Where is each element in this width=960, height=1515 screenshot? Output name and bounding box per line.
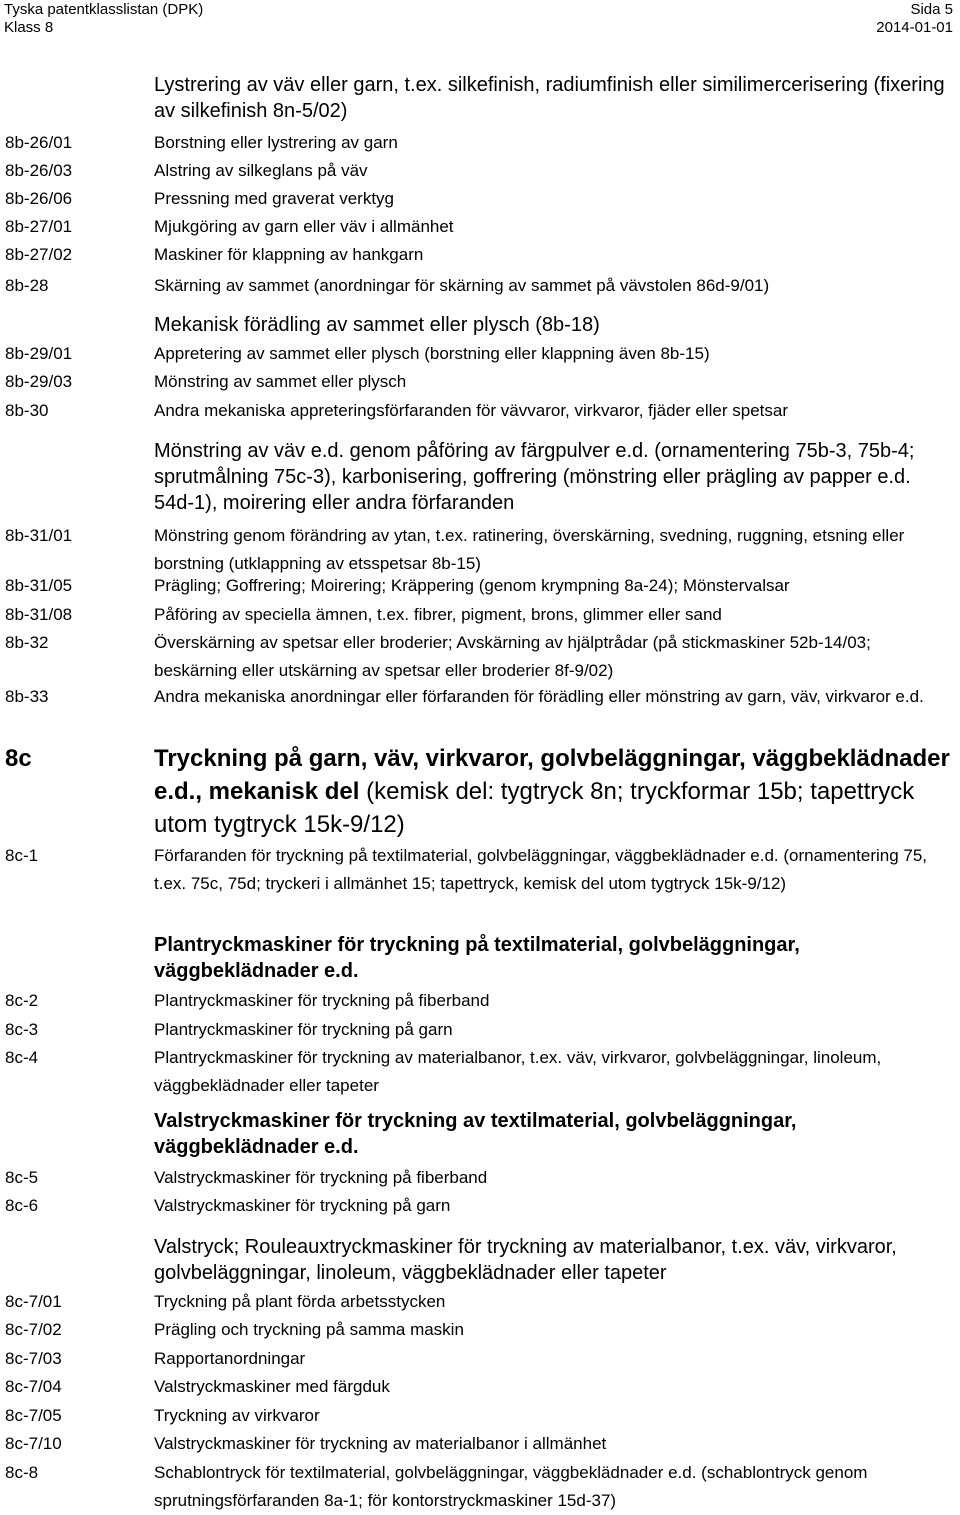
class-description: Valstryckmaskiner för tryckning på fiberband	[154, 1168, 488, 1187]
class-description: Tryckning av virkvaror	[154, 1406, 320, 1425]
class-code: 8c-5	[5, 1168, 39, 1187]
class-code: 8c-7/10	[5, 1434, 62, 1453]
class-description: Borstning eller lystrering av garn	[154, 133, 398, 152]
class-code: 8b-27/01	[5, 217, 73, 236]
class-code: 8b-28	[5, 276, 49, 295]
class-code: 8b-33	[5, 687, 49, 706]
class-description: Pressning med graverat verktyg	[154, 189, 394, 208]
class-description: Överskärning av spetsar eller broderier; Avskärning av hjälptrådar (på stickmaskiner 52b-14/03; beskärning eller utskärning av spetsar eller broderier 8f-9/02)	[154, 633, 871, 680]
class-code: 8c-4	[5, 1048, 39, 1067]
class-label: Klass 8	[4, 19, 54, 36]
class-code: 8c-6	[5, 1196, 39, 1215]
class-heading: Valstryck; Rouleauxtryckmaskiner för tryckning av materialbanor, t.ex. väv, virkvaror, golvbeläggningar, linoleum, väggbeklädnader eller tapeter	[154, 1236, 897, 1284]
main-class-title-note: (kemisk del: tygtryck 8n; tryckformar 15b; tapettryck utom tygtryck 15k-9/12)	[154, 778, 915, 838]
class-description: Rapportanordningar	[154, 1349, 306, 1368]
class-code: 8c-8	[5, 1463, 39, 1482]
class-description: Prägling; Goffrering; Moirering; Kräppering (genom krympning 8a-24); Mönstervalsar	[154, 576, 790, 595]
class-code: 8c-7/05	[5, 1406, 62, 1425]
class-description: Prägling och tryckning på samma maskin	[154, 1320, 464, 1339]
document-date: 2014-01-01	[876, 19, 953, 36]
class-code: 8c-1	[5, 846, 39, 865]
page-number: Sida 5	[910, 1, 953, 18]
class-description: Tryckning på plant förda arbetsstycken	[154, 1292, 446, 1311]
class-code: 8b-32	[5, 633, 49, 652]
class-description: Valstryckmaskiner med färgduk	[154, 1377, 390, 1396]
class-code: 8c-7/01	[5, 1292, 62, 1311]
class-code: 8b-27/02	[5, 245, 73, 264]
class-code: 8b-30	[5, 401, 49, 420]
class-heading: Mönstring av väv e.d. genom påföring av färgpulver e.d. (ornamentering 75b-3, 75b-4; sprutmålning 75c-3), karbonisering, goffrering (mönstring eller prägling av papper e.d. 54d-1), moirering eller andra förfaranden	[154, 440, 915, 514]
class-description: Förfaranden för tryckning på textilmaterial, golvbeläggningar, väggbeklädnader e.d. (ornamentering 75, t.ex. 75c, 75d; tryckeri i allmänhet 15; tapettryck, kemisk del utom tygtryck 15k-9/12)	[154, 846, 928, 893]
main-class-code: 8c	[5, 745, 32, 772]
class-description: Andra mekaniska anordningar eller förfaranden för förädling eller mönstring av garn, väv, virkvaror e.d.	[154, 687, 924, 706]
class-code: 8c-3	[5, 1020, 39, 1039]
main-class-title	[154, 742, 956, 841]
class-code: 8b-29/01	[5, 344, 73, 363]
document-title: Tyska patentklasslistan (DPK)	[4, 1, 204, 18]
class-code: 8c-2	[5, 991, 39, 1010]
class-code: 8b-31/05	[5, 576, 73, 595]
class-description: Andra mekaniska appreteringsförfaranden för vävvaror, virkvaror, fjäder eller spetsar	[154, 401, 789, 420]
class-description: Valstryckmaskiner för tryckning på garn	[154, 1196, 451, 1215]
class-description: Schablontryck för textilmaterial, golvbeläggningar, väggbeklädnader e.d. (schablontryck genom sprutningsförfaranden 8a-1; för kontorstryckmaskiner 15d-37)	[154, 1463, 868, 1510]
class-code: 8b-31/08	[5, 605, 73, 624]
class-description: Mönstring genom förändring av ytan, t.ex. ratinering, överskärning, svedning, ruggning, etsning eller borstning (utklappning av etsspetsar 8b-15)	[154, 526, 905, 573]
class-description: Alstring av silkeglans på väv	[154, 161, 368, 180]
class-description: Maskiner för klappning av hankgarn	[154, 245, 424, 264]
class-code: 8b-26/01	[5, 133, 73, 152]
class-description: Plantryckmaskiner för tryckning på garn	[154, 1020, 453, 1039]
class-heading: Valstryckmaskiner för tryckning av textilmaterial, golvbeläggningar, väggbeklädnader e.d.	[154, 1110, 797, 1158]
class-description: Appretering av sammet eller plysch (borstning eller klappning även 8b-15)	[154, 344, 710, 363]
class-heading: Lystrering av väv eller garn, t.ex. silkefinish, radiumfinish eller similimercerisering (fixering av silkefinish 8n-5/02)	[154, 74, 945, 122]
class-description: Påföring av speciella ämnen, t.ex. fibrer, pigment, brons, glimmer eller sand	[154, 605, 722, 624]
class-description: Plantryckmaskiner för tryckning av materialbanor, t.ex. väv, virkvaror, golvbeläggningar, linoleum, väggbeklädnader eller tapeter	[154, 1048, 882, 1095]
class-code: 8b-26/03	[5, 161, 73, 180]
class-code: 8b-29/03	[5, 372, 73, 391]
main-class-title-bold: Tryckning på garn, väv, virkvaror, golvbeläggningar, väggbeklädnader e.d., mekanisk del	[154, 745, 950, 805]
class-description: Mönstring av sammet eller plysch	[154, 372, 407, 391]
class-code: 8c-7/04	[5, 1377, 62, 1396]
class-description: Skärning av sammet (anordningar för skärning av sammet på vävstolen 86d-9/01)	[154, 276, 770, 295]
class-description: Plantryckmaskiner för tryckning på fiberband	[154, 991, 490, 1010]
class-heading: Mekanisk förädling av sammet eller plysch (8b-18)	[154, 314, 600, 336]
class-code: 8c-7/02	[5, 1320, 62, 1339]
class-code: 8b-31/01	[5, 526, 73, 545]
class-code: 8b-26/06	[5, 189, 73, 208]
class-heading: Plantryckmaskiner för tryckning på textilmaterial, golvbeläggningar, väggbeklädnader e.d.	[154, 934, 800, 982]
class-code: 8c-7/03	[5, 1349, 62, 1368]
class-description: Valstryckmaskiner för tryckning av materialbanor i allmänhet	[154, 1434, 607, 1453]
class-description: Mjukgöring av garn eller väv i allmänhet	[154, 217, 454, 236]
